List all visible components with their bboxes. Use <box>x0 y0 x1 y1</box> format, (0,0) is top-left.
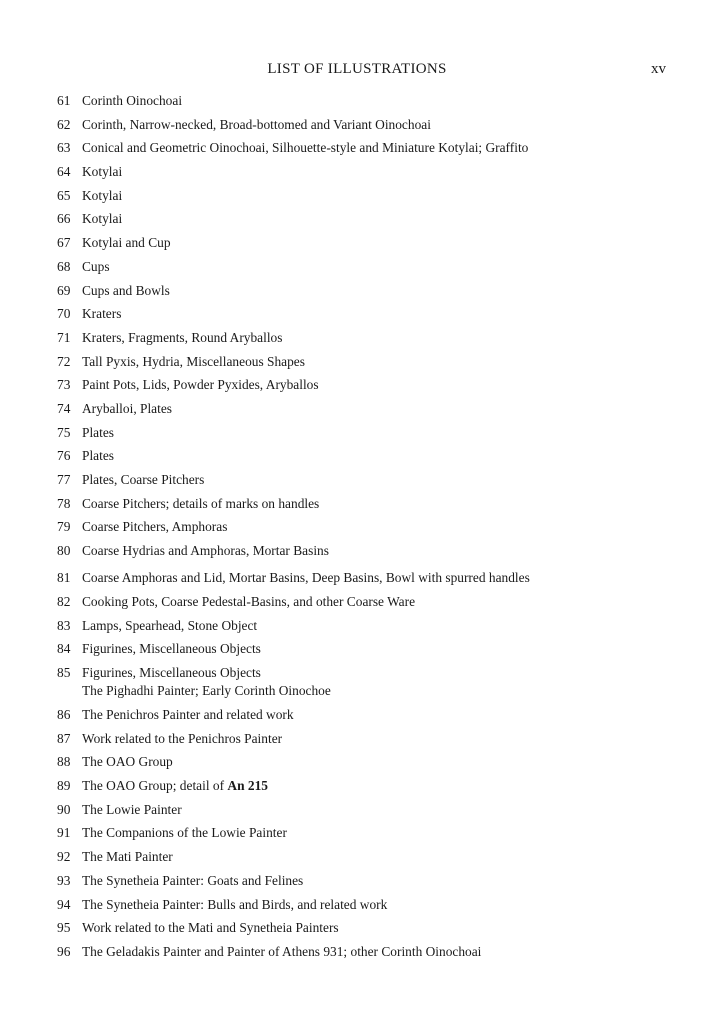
illustration-number: 66 <box>57 211 71 226</box>
list-item <box>57 447 674 465</box>
page-number: xv <box>651 61 666 77</box>
illustration-caption: Kraters <box>82 306 122 321</box>
list-item <box>57 640 674 658</box>
illustration-caption: Kraters, Fragments, Round Aryballos <box>82 330 283 345</box>
illustration-number: 87 <box>57 731 71 746</box>
illustration-number: 62 <box>57 117 71 132</box>
list-item <box>57 872 674 890</box>
illustration-number: 61 <box>57 93 71 108</box>
illustration-number: 74 <box>57 401 71 416</box>
illustration-caption: Kotylai and Cup <box>82 235 171 250</box>
catalogue-reference: An 215 <box>227 778 268 793</box>
illustration-number: 89 <box>57 778 71 793</box>
caption-line-2: The Pighadhi Painter; Early Corinth Oinochoe <box>82 682 331 698</box>
illustration-number: 65 <box>57 188 71 203</box>
page-title: LIST OF ILLUSTRATIONS <box>267 61 447 77</box>
illustration-number: 85 <box>57 665 71 680</box>
illustration-caption: Plates, Coarse Pitchers <box>82 472 205 487</box>
list-item <box>57 518 674 536</box>
list-item <box>57 706 674 724</box>
illustration-number: 94 <box>57 897 71 912</box>
illustration-caption <box>82 664 674 699</box>
illustration-number: 83 <box>57 618 71 633</box>
illustration-caption: The Lowie Painter <box>82 802 182 817</box>
list-item <box>57 234 674 252</box>
list-item <box>57 187 674 205</box>
list-item <box>57 943 674 961</box>
list-item <box>57 777 674 795</box>
illustration-caption: Plates <box>82 448 114 463</box>
illustration-caption: Corinth, Narrow-necked, Broad-bottomed and Variant Oinochoai <box>82 117 431 132</box>
illustration-caption: Kotylai <box>82 188 123 203</box>
illustration-caption: Coarse Pitchers, Amphoras <box>82 519 228 534</box>
illustration-caption: Cups <box>82 259 110 274</box>
illustration-caption: The OAO Group <box>82 754 173 769</box>
illustration-number: 68 <box>57 259 71 274</box>
list-item <box>57 569 674 587</box>
list-item <box>57 116 674 134</box>
illustration-caption: The Penichros Painter and related work <box>82 707 294 722</box>
illustration-number: 95 <box>57 920 71 935</box>
illustration-number: 93 <box>57 873 71 888</box>
illustration-caption: Coarse Pitchers; details of marks on handles <box>82 496 320 511</box>
illustration-caption: Figurines, Miscellaneous Objects <box>82 641 261 656</box>
list-item <box>57 471 674 489</box>
illustration-caption: Work related to the Mati and Synetheia Painters <box>82 920 339 935</box>
illustration-number: 92 <box>57 849 71 864</box>
list-item <box>57 210 674 228</box>
illustration-caption: The Geladakis Painter and Painter of Athens 931; other Corinth Oinochoai <box>82 944 482 959</box>
caption-text: The OAO Group; detail of <box>82 778 228 793</box>
illustration-caption: The Synetheia Painter: Bulls and Birds, and related work <box>82 897 388 912</box>
illustration-number: 88 <box>57 754 71 769</box>
illustration-number: 64 <box>57 164 71 179</box>
illustration-number: 75 <box>57 425 71 440</box>
illustration-caption: Paint Pots, Lids, Powder Pyxides, Aryballos <box>82 377 319 392</box>
caption-line-1: Figurines, Miscellaneous Objects <box>82 665 261 680</box>
illustration-caption: Aryballoi, Plates <box>82 401 173 416</box>
illustration-caption: Conical and Geometric Oinochoai, Silhouette-style and Miniature Kotylai; Graffito <box>82 140 529 155</box>
list-item <box>57 801 674 819</box>
list-item <box>57 305 674 323</box>
list-item <box>57 617 674 635</box>
illustration-number: 73 <box>57 377 71 392</box>
list-item <box>57 753 674 771</box>
list-item <box>57 353 674 371</box>
list-item <box>57 163 674 181</box>
list-item <box>57 824 674 842</box>
illustration-number: 84 <box>57 641 71 656</box>
list-item <box>57 139 674 157</box>
list-item <box>57 424 674 442</box>
illustration-number: 79 <box>57 519 71 534</box>
list-item <box>57 92 674 110</box>
list-item <box>57 896 674 914</box>
illustration-number: 76 <box>57 448 71 463</box>
illustration-number: 91 <box>57 825 71 840</box>
illustration-caption: The Synetheia Painter: Goats and Felines <box>82 873 304 888</box>
illustration-number: 90 <box>57 802 71 817</box>
list-item <box>57 400 674 418</box>
illustration-number: 63 <box>57 140 71 155</box>
list-item <box>57 329 674 347</box>
list-item <box>57 495 674 513</box>
illustration-caption: The Companions of the Lowie Painter <box>82 825 287 840</box>
illustration-number: 82 <box>57 594 71 609</box>
list-item <box>57 848 674 866</box>
illustration-caption: Kotylai <box>82 211 123 226</box>
illustration-number: 70 <box>57 306 71 321</box>
list-item <box>57 664 674 699</box>
illustration-number: 78 <box>57 496 71 511</box>
list-item <box>57 376 674 394</box>
list-item <box>57 730 674 748</box>
list-item <box>57 258 674 276</box>
illustration-caption: The Mati Painter <box>82 849 173 864</box>
illustration-caption: Plates <box>82 425 114 440</box>
illustration-number: 96 <box>57 944 71 959</box>
illustration-caption <box>82 777 674 795</box>
illustration-caption: Lamps, Spearhead, Stone Object <box>82 618 258 633</box>
illustration-caption: Work related to the Penichros Painter <box>82 731 283 746</box>
list-item <box>57 919 674 937</box>
illustration-caption: Kotylai <box>82 164 123 179</box>
illustration-caption: Coarse Hydrias and Amphoras, Mortar Basins <box>82 543 329 558</box>
illustration-caption: Corinth Oinochoai <box>82 93 183 108</box>
list-item <box>57 542 674 560</box>
illustration-number: 81 <box>57 570 71 585</box>
illustration-number: 71 <box>57 330 71 345</box>
illustration-caption: Tall Pyxis, Hydria, Miscellaneous Shapes <box>82 354 305 369</box>
illustration-caption: Cooking Pots, Coarse Pedestal-Basins, and other Coarse Ware <box>82 594 416 609</box>
illustration-caption: Cups and Bowls <box>82 283 170 298</box>
illustration-number: 86 <box>57 707 71 722</box>
illustration-number: 72 <box>57 354 71 369</box>
list-item <box>57 282 674 300</box>
illustration-caption: Coarse Amphoras and Lid, Mortar Basins, Deep Basins, Bowl with spurred handles <box>82 570 530 585</box>
illustration-number: 69 <box>57 283 71 298</box>
illustration-number: 67 <box>57 235 71 250</box>
list-item <box>57 593 674 611</box>
illustration-number: 77 <box>57 472 71 487</box>
illustration-number: 80 <box>57 543 71 558</box>
